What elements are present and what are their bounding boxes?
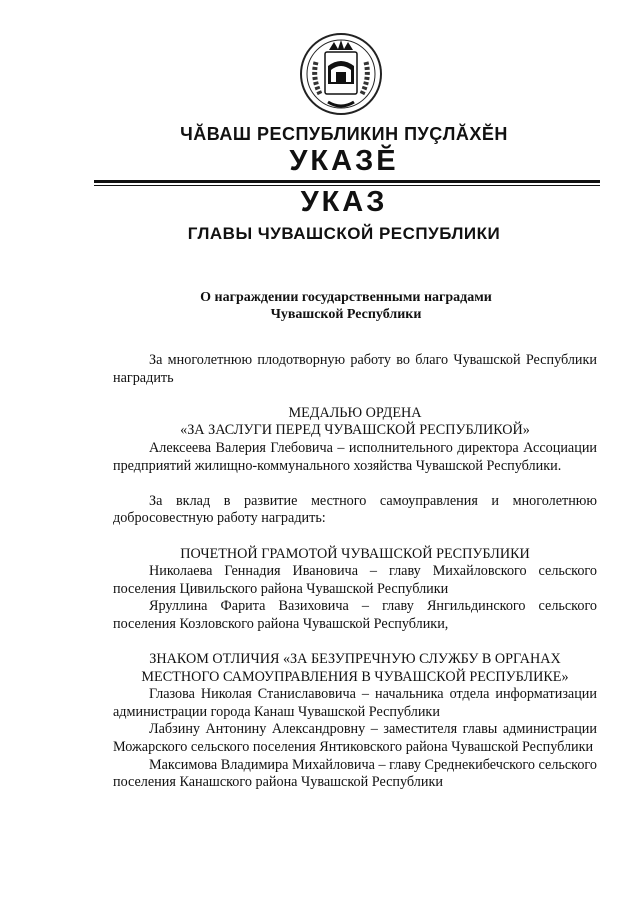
decree-subject	[26, 289, 640, 323]
header-divider	[94, 180, 600, 183]
section-intro: За вклад в развитие местного самоуправления и многолетнюю добросовестную работу наградить:	[113, 492, 597, 527]
recipient: Лабзину Антонину Александровну – заместителя главы администрации Можарского сельского поселения Янтиковского района Чувашской Республики	[113, 721, 597, 756]
decree-body	[113, 352, 597, 792]
award-title: ПОЧЕТНОЙ ГРАМОТОЙ ЧУВАШСКОЙ РЕСПУБЛИКИ	[180, 545, 530, 562]
decree-title: УКАЗ	[300, 186, 388, 218]
recipient: Яруллина Фарита Вазиховича – главу Янгильдинского сельского поселения Козловского района Чувашской Республики,	[113, 598, 597, 632]
chuvash-authority-title: ЧĂВАШ РЕСПУБЛИКИН ПУÇЛĂХĔН	[180, 124, 508, 144]
recipient: Алексеева Валерия Глебовича – исполнительного директора Ассоциации предприятий жилищно-коммунального хозяйства Чувашской Республики.	[113, 439, 597, 474]
chuvash-decree-title: УКАЗĔ	[289, 145, 399, 177]
recipient: Максимова Владимира Михайловича – главу Среднекибечского сельского поселения Канашского района Чувашской Республики	[113, 756, 597, 791]
subject-line: Чувашской Республики	[270, 307, 422, 322]
award-title: ЗНАКОМ ОТЛИЧИЯ «ЗА БЕЗУПРЕЧНУЮ СЛУЖБУ В ОРГАНАХ	[149, 651, 561, 668]
award-title: МЕСТНОГО САМОУПРАВЛЕНИЯ В ЧУВАШСКОЙ РЕСПУБЛИКЕ»	[141, 668, 569, 685]
award-title: «ЗА ЗАСЛУГИ ПЕРЕД ЧУВАШСКОЙ РЕСПУБЛИКОЙ»	[180, 422, 530, 439]
section-intro: За многолетнюю плодотворную работу во благо Чувашской Республики наградить	[113, 352, 597, 386]
decree-authority: ГЛАВЫ ЧУВАШСКОЙ РЕСПУБЛИКИ	[187, 224, 501, 243]
coat-of-arms-emblem	[298, 22, 384, 126]
subject-line: О награждении государственными наградами	[200, 290, 492, 305]
recipient: Глазова Николая Станиславовича – начальника отдела информатизации администрации города Канаш Чувашской Республики	[113, 686, 597, 720]
award-title: МЕДАЛЬЮ ОРДЕНА	[288, 404, 422, 421]
recipient: Николаева Геннадия Ивановича – главу Михайловского сельского поселения Цивильского района Чувашской Республики	[113, 563, 597, 597]
